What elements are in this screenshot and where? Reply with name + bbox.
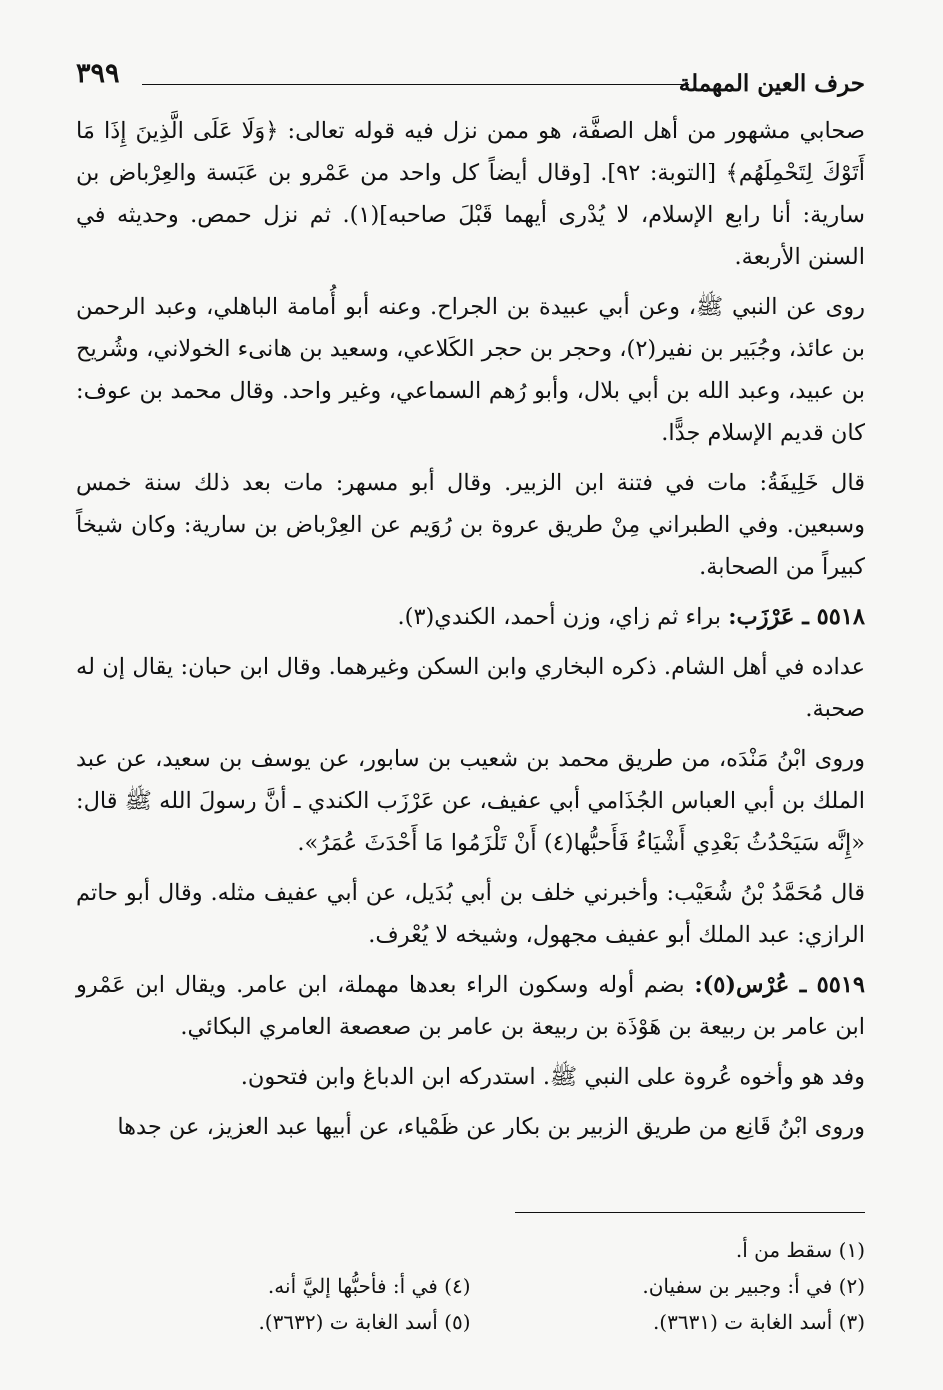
footnote-4: (٤) في أ: فأحبُّها إليَّ أنه.: [267, 1274, 471, 1298]
entry-text: بضم أوله وسكون الراء بعدها مهملة، ابن عامر. ويقال ابن عَمْرو ابن عامر بن ربيعة بن هَوْذَة بن ربيعة بن عامر بن صعصعة العامري البكائي.: [76, 972, 865, 1040]
footnote-rule: [515, 1212, 865, 1213]
footnote-2: (٢) في أ: وجبير بن سفيان.: [642, 1274, 865, 1298]
paragraph: قال مُحَمَّدُ بْنُ شُعَيْب: وأخبرني خلف بن أبي بُدَيل، عن أبي عفيف مثله. وقال أبو حاتم الرازي: عبد الملك أبو عفيف مجهول، وشيخه لا يُعْرف.: [76, 880, 865, 948]
entry-text: براء ثم زاي، وزن أحمد، الكندي(٣).: [397, 604, 729, 630]
running-title: حرف العين المهملة: [678, 70, 865, 97]
paragraph: روى عن النبي ﷺ، وعن أبي عبيدة بن الجراح. وعنه أبو أُمامة الباهلي، وعبد الرحمن بن عائذ، وجُبَير بن نفير(٢)، وحجر بن حجر الكَلاعي، وسعيد بن هانىء الخولاني، وشُريح بن عبيد، وعبد الله بن أبي بلال، وأبو رُهم السماعي، وغير واحد. وقال محمد بن عوف: كان قديم الإسلام جدًّا.: [76, 294, 865, 446]
paragraph: صحابي مشهور من أهل الصفَّة، هو ممن نزل فيه قوله تعالى: ﴿وَلَا عَلَى الَّذِينَ إِذَا مَا أَتَوْكَ لِتَحْمِلَهُم﴾ [التوبة: ٩٢]. [وقال أيضاً كل واحد من عَمْرو بن عَبَسة والعِرْباض بن سارية: أنا رابع الإسلام، لا يُدْرى أيهما قَبْلَ صاحبه](١). ثم نزل حمص. وحديثه في السنن الأربعة.: [76, 118, 865, 270]
paragraph: قال خَلِيفَةُ: مات في فتنة ابن الزبير. وقال أبو مسهر: مات بعد ذلك سنة خمس وسبعين. وفي الطبراني مِنْ طريق عروة بن رُوَيم عن العِرْباض بن سارية: وكان شيخاً كبيراً من الصحابة.: [76, 470, 865, 580]
paragraph: وفد هو وأخوه عُروة على النبي ﷺ. استدركه ابن الدباغ وابن فتحون.: [240, 1064, 865, 1090]
footnote-5: (٥) أسد الغابة ت (٣٦٣٢).: [258, 1310, 471, 1334]
paragraph: وروى ابْنُ قَانِع من طريق الزبير بن بكار عن ظَمْياء، عن أبيها عبد العزيز، عن جدها: [117, 1114, 865, 1140]
header-rule: [142, 84, 689, 85]
entry-5518: [76, 596, 865, 638]
footnote-1: (١) سقط من أ.: [735, 1238, 865, 1262]
footnotes: [76, 1212, 865, 1337]
page-header: [76, 52, 865, 100]
paragraph: وروى ابْنُ مَنْدَه، من طريق محمد بن شعيب بن سابور، عن يوسف بن سعيد، عن عبد الملك بن أبي العباس الجُذَامي أبي عفيف، عن عَرْزَب الكندي ـ أنَّ رسولَ الله ﷺ قال: «إِنَّه سَيَحْدُثُ بَعْدِي أَشْيَاءُ فَأَحبُّها(٤) أَنْ تَلْزَمُوا مَا أَحْدَثَ عُمَرُ».: [76, 746, 865, 856]
entry-5519: [76, 964, 865, 1048]
entry-heading: ٥٥١٩ ـ عُرْس(٥):: [694, 972, 865, 998]
paragraph: عداده في أهل الشام. ذكره البخاري وابن السكن وغيرهما. وقال ابن حبان: يقال إن له صحبة.: [76, 654, 865, 722]
entry-heading: ٥٥١٨ ـ عَرْزَب:: [728, 604, 865, 630]
main-text: [76, 110, 865, 1148]
footnote-3: (٣) أسد الغابة ت (٣٦٣١).: [652, 1310, 865, 1334]
page-number: ٣٩٩: [76, 58, 120, 89]
